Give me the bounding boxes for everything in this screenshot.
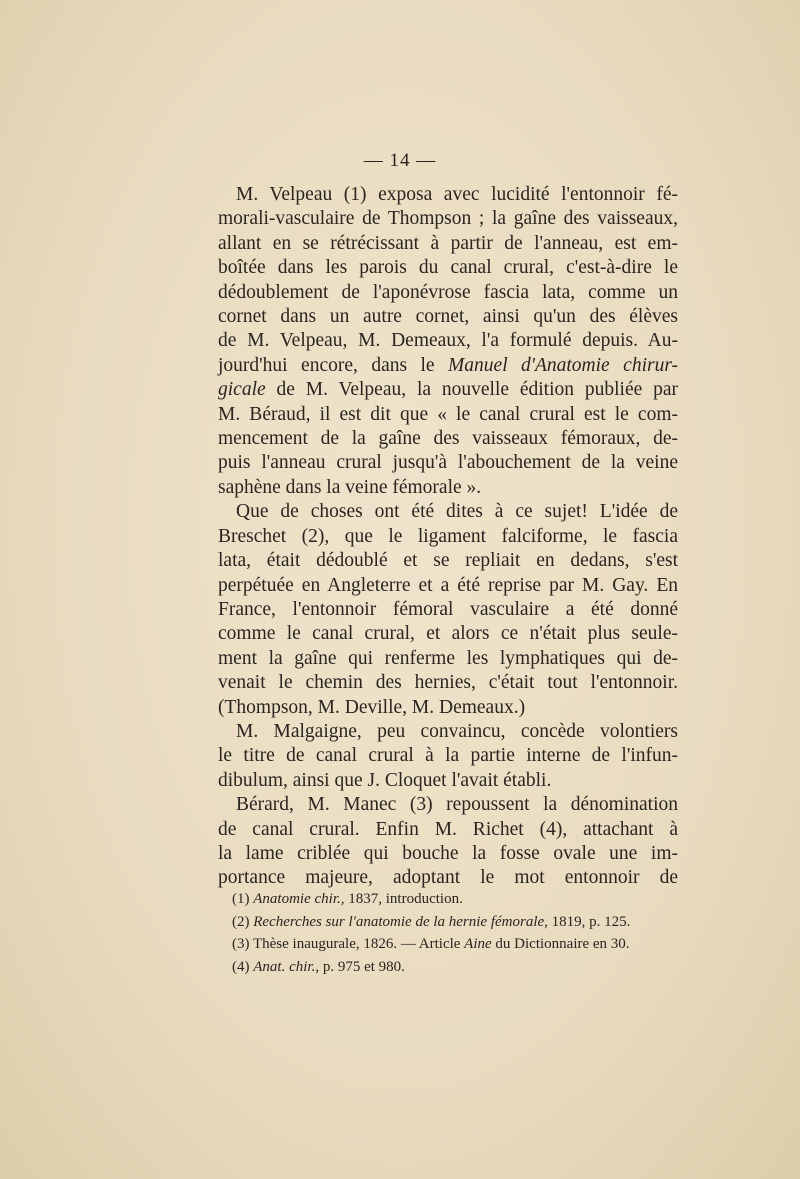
paragraph-1 <box>218 183 678 500</box>
footnote-title: Anat. chir. <box>253 958 316 975</box>
footnotes <box>232 888 682 978</box>
italic-title: Manuel d'Anatomie chirur- <box>448 354 679 376</box>
footnote-text: , p. 975 et 980. <box>315 958 405 975</box>
text-line: France, l'entonnoir fémoral vasculaire a été donné <box>218 598 678 620</box>
footnote-number: (4) <box>232 958 250 975</box>
text-line: venait le chemin des hernies, c'était tout l'entonnoir. <box>218 672 678 694</box>
text-line: M. Malgaigne, peu convaincu, concède volontiers <box>236 720 678 742</box>
text-line: morali-vasculaire de Thompson ; la gaîne des vaisseaux, <box>218 208 678 230</box>
text-line: portance majeure, adoptant le mot entonnoir de <box>218 867 678 889</box>
text-line: la lame criblée qui bouche la fosse ovale une im- <box>218 842 678 864</box>
text-line: Bérard, M. Manec (3) repoussent la dénomination <box>236 794 678 816</box>
text-line: mencement de la gaîne des vaisseaux fémoraux, de- <box>218 428 678 450</box>
text-line: lata, était dédoublé et se repliait en dedans, s'est <box>218 550 678 572</box>
text-line: Breschet (2), que le ligament falciforme, le fascia <box>218 525 678 547</box>
footnote-number: (1) <box>232 891 250 907</box>
text-line: allant en se rétrécissant à partir de l'anneau, est em- <box>218 232 678 254</box>
text-line: cornet dans un autre cornet, ainsi qu'un des élèves <box>218 306 678 328</box>
text-line: boîtée dans les parois du canal crural, c'est-à-dire le <box>218 257 678 279</box>
text-line: M. Velpeau (1) exposa avec lucidité l'entonnoir fé- <box>236 184 678 205</box>
footnote-title: Recherches sur l'anatomie de la hernie fémorale, <box>253 913 548 930</box>
text-line <box>218 354 678 378</box>
paragraph-2 <box>218 500 678 720</box>
text-line: (Thompson, M. Deville, M. Demeaux.) <box>218 696 526 718</box>
paragraph-3 <box>218 720 678 793</box>
footnote-4 <box>232 956 682 979</box>
text-line: le titre de canal crural à la partie interne de l'infun- <box>218 745 678 767</box>
text-line: puis l'anneau crural jusqu'à l'abouchement de la veine <box>218 452 678 474</box>
body-text <box>218 183 678 891</box>
footnote-3 <box>232 933 682 956</box>
footnote-number: (2) <box>232 913 250 930</box>
paragraph-4 <box>218 793 678 891</box>
footnote-text: 1819, p. 125. <box>547 913 631 930</box>
text-run: de M. Velpeau, la nouvelle édition publiée par <box>265 379 678 401</box>
footnote-2 <box>232 911 682 934</box>
text-line: M. Béraud, il est dit que « le canal crural est le com- <box>218 403 678 425</box>
italic-title: gicale <box>218 379 266 401</box>
footnote-title: Aine <box>464 936 492 952</box>
text-run: jourd'hui encore, dans le <box>218 354 435 376</box>
footnote-text: Thèse inaugurale, 1826. — Article <box>252 936 465 952</box>
text-line: de M. Velpeau, M. Demeaux, l'a formulé depuis. Au- <box>218 330 678 352</box>
page-number: — 14 — <box>363 150 437 171</box>
text-line: ment la gaîne qui renferme les lymphatiques qui de- <box>218 647 678 669</box>
text-line: perpétuée en Angleterre et a été reprise par M. Gay. En <box>218 574 678 596</box>
text-line: dédoublement de l'aponévrose fascia lata, comme un <box>218 281 678 303</box>
text-line: dibulum, ainsi que J. Cloquet l'avait établi. <box>218 769 552 791</box>
footnote-title: Anatomie chir. <box>253 891 341 907</box>
text-line: comme le canal crural, et alors ce n'était plus seule- <box>218 623 678 645</box>
footnote-text: , 1837, introduction. <box>340 891 463 907</box>
footnote-text: du Dictionnaire en 30. <box>491 936 630 952</box>
footnote-1 <box>232 888 682 911</box>
text-line: de canal crural. Enfin M. Richet (4), attachant à <box>218 818 678 840</box>
text-line: Que de choses ont été dites à ce sujet! L'idée de <box>236 501 678 523</box>
footnote-number: (3) <box>232 936 250 952</box>
text-line: saphène dans la veine fémorale ». <box>218 476 482 498</box>
text-line <box>218 378 678 402</box>
